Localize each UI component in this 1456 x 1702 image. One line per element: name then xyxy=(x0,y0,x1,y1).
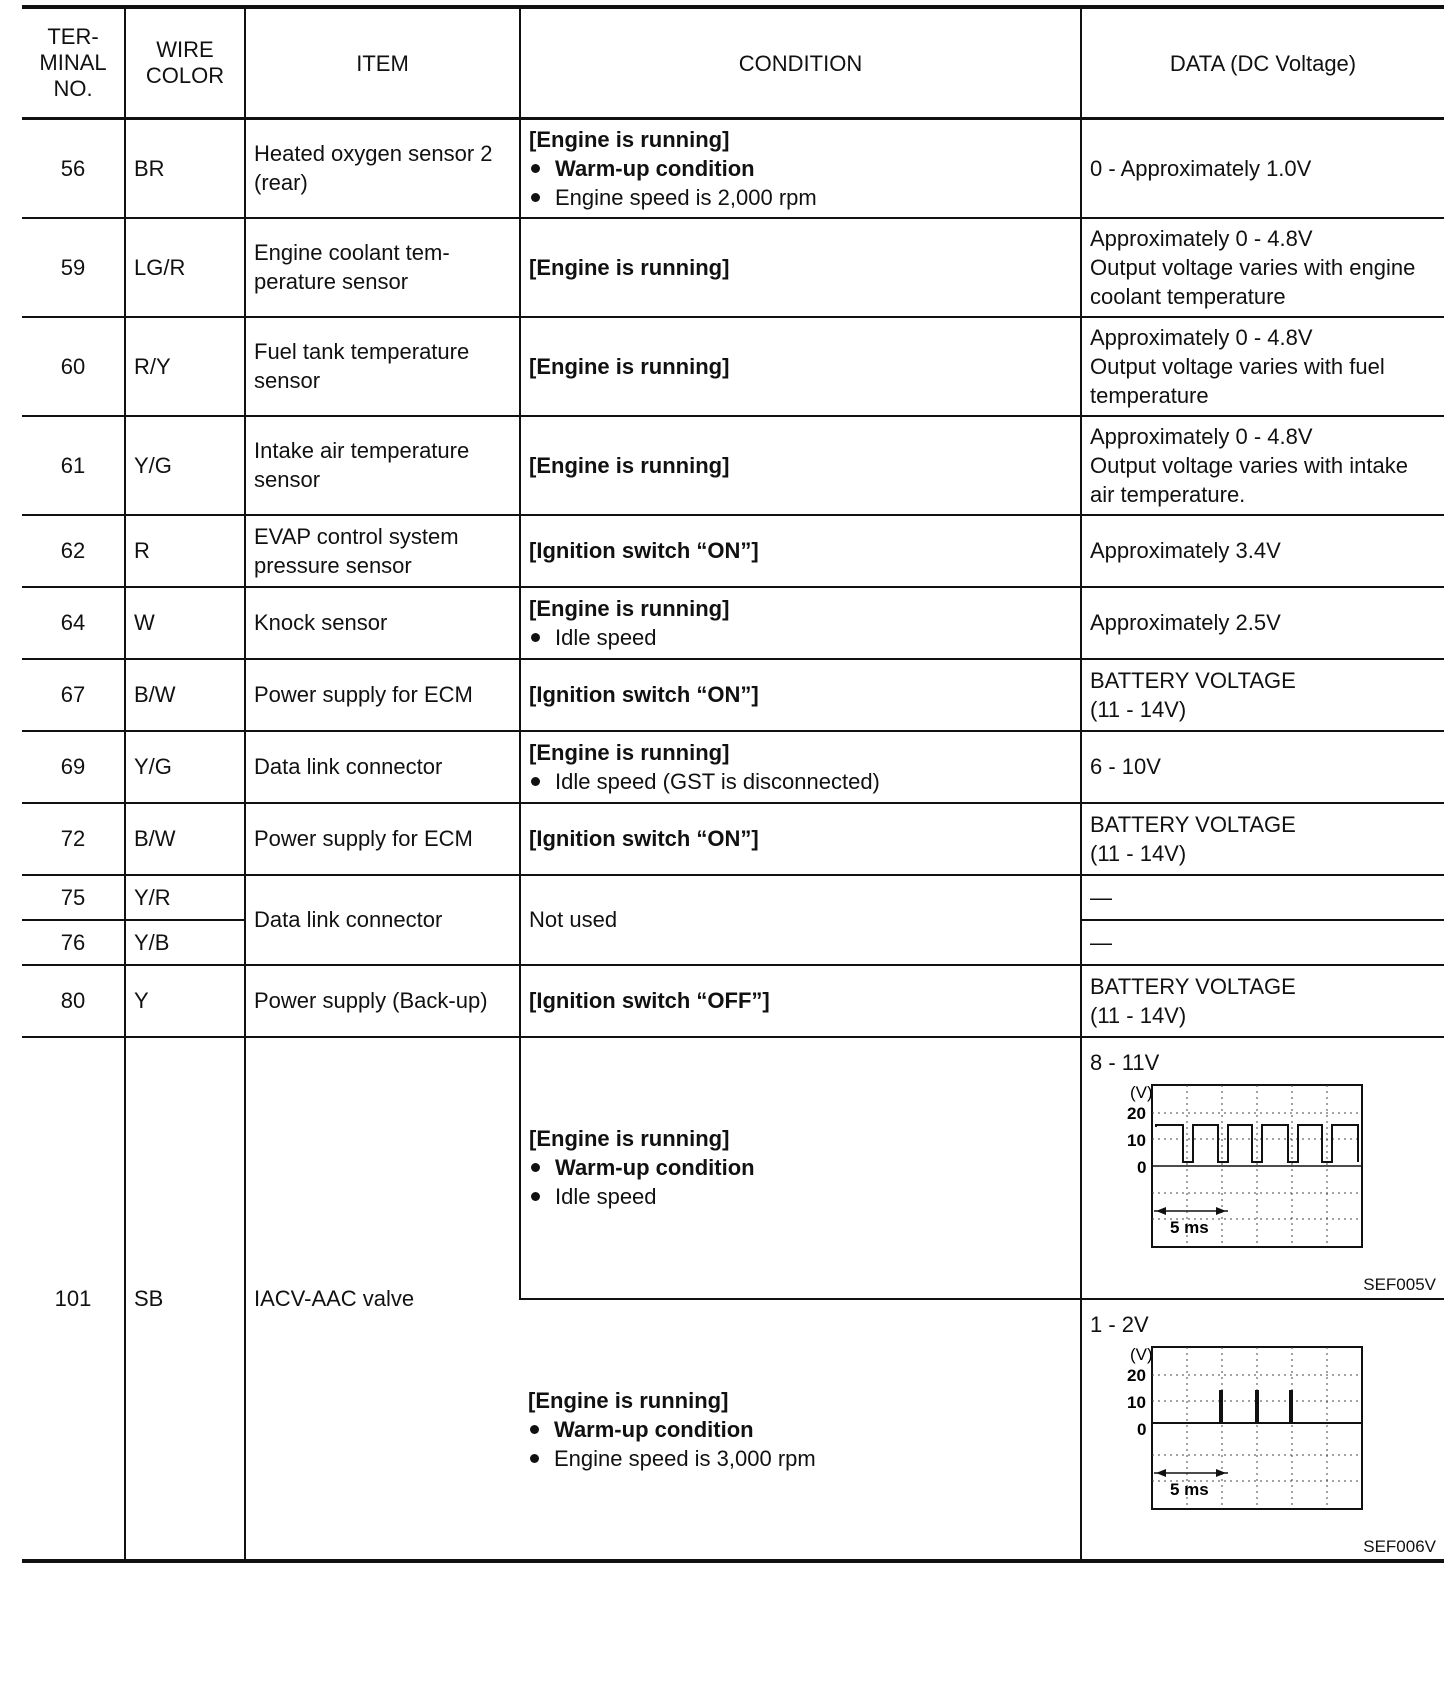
condition xyxy=(520,119,1081,218)
data-value: — xyxy=(1081,920,1444,965)
condition xyxy=(520,1299,1081,1561)
waveform-pulse-figure xyxy=(1090,1077,1420,1277)
wire-color: Y xyxy=(125,965,245,1037)
condition-bullet: Warm-up condition xyxy=(529,154,1072,183)
wire-color: R xyxy=(125,515,245,587)
terminal-no: 101 xyxy=(22,1037,125,1561)
waveform-y20: 20 xyxy=(1127,1365,1146,1385)
table-row xyxy=(22,218,1444,317)
terminal-no: 56 xyxy=(22,119,125,218)
item: EVAP control system pressure sensor xyxy=(245,515,520,587)
table-row xyxy=(22,416,1444,515)
terminal-no: 64 xyxy=(22,587,125,659)
wire-color: W xyxy=(125,587,245,659)
figure-code: SEF005V xyxy=(1363,1274,1436,1294)
figure-code: SEF006V xyxy=(1363,1536,1436,1556)
waveform-trace xyxy=(1156,1125,1358,1162)
waveform-trace xyxy=(1152,1391,1362,1423)
condition-bullet: Warm-up condition xyxy=(528,1415,1072,1444)
waveform-y10: 10 xyxy=(1127,1392,1146,1412)
waveform-y20: 20 xyxy=(1127,1103,1146,1123)
bullet-icon xyxy=(530,1425,539,1434)
data-waveform-cell xyxy=(1081,1299,1444,1561)
time-scale-label: 5 ms xyxy=(1170,1479,1209,1499)
item: IACV-AAC valve xyxy=(245,1037,520,1561)
data-waveform-cell xyxy=(1081,1037,1444,1299)
wire-color: Y/G xyxy=(125,416,245,515)
condition: [Engine is running] xyxy=(520,416,1081,515)
wire-color: B/W xyxy=(125,659,245,731)
table-row xyxy=(22,875,1444,920)
condition-bullet: Warm-up condition xyxy=(529,1153,1072,1182)
condition-head: [Engine is running] xyxy=(529,1126,730,1151)
terminal-no: 59 xyxy=(22,218,125,317)
item: Power supply for ECM xyxy=(245,803,520,875)
condition xyxy=(520,587,1081,659)
item: Intake air temperature sensor xyxy=(245,416,520,515)
table-row xyxy=(22,317,1444,416)
data-value: BATTERY VOLTAGE (11 - 14V) xyxy=(1081,803,1444,875)
wire-color: BR xyxy=(125,119,245,218)
bullet-icon xyxy=(531,633,540,642)
condition: [Engine is running] xyxy=(520,218,1081,317)
condition-bullet: Engine speed is 3,000 rpm xyxy=(528,1444,1072,1473)
item: Data link connector xyxy=(245,875,520,965)
waveform-unit: (V) xyxy=(1130,1344,1153,1364)
ecm-terminal-table xyxy=(22,5,1444,1563)
condition-head: [Engine is running] xyxy=(529,595,730,621)
condition-head: [Engine is running] xyxy=(529,739,730,765)
waveform-y10: 10 xyxy=(1127,1130,1146,1150)
item: Power supply (Back-up) xyxy=(245,965,520,1037)
wire-color: LG/R xyxy=(125,218,245,317)
terminal-no: 62 xyxy=(22,515,125,587)
data-value: BATTERY VOLTAGE (11 - 14V) xyxy=(1081,659,1444,731)
wire-color: Y/R xyxy=(125,875,245,920)
data-value: 0 - Approximately 1.0V xyxy=(1081,119,1444,218)
data-value: Approximately 3.4V xyxy=(1081,515,1444,587)
table-row xyxy=(22,587,1444,659)
waveform-y0: 0 xyxy=(1137,1419,1147,1439)
condition xyxy=(520,1037,1081,1299)
condition-bullet: Idle speed xyxy=(529,1182,1072,1211)
condition-head: [Engine is running] xyxy=(528,1387,729,1413)
bullet-icon xyxy=(531,777,540,786)
condition-bullet: Idle speed xyxy=(529,623,1072,652)
condition: [Ignition switch “ON”] xyxy=(520,803,1081,875)
table-row xyxy=(22,1037,1444,1299)
data-value: Approximately 2.5V xyxy=(1081,587,1444,659)
condition: Not used xyxy=(520,875,1081,965)
terminal-no: 72 xyxy=(22,803,125,875)
wire-color: Y/B xyxy=(125,920,245,965)
header-item: ITEM xyxy=(245,7,520,119)
table-row xyxy=(22,659,1444,731)
condition: [Ignition switch “ON”] xyxy=(520,659,1081,731)
time-scale-label: 5 ms xyxy=(1170,1217,1209,1237)
condition-head: [Engine is running] xyxy=(529,126,730,152)
wire-color: SB xyxy=(125,1037,245,1561)
bullet-icon xyxy=(531,1192,540,1201)
waveform-spike-figure xyxy=(1090,1339,1420,1539)
condition: [Engine is running] xyxy=(520,317,1081,416)
table-row xyxy=(22,803,1444,875)
bullet-icon xyxy=(530,1454,539,1463)
header-terminal: TER- MINAL NO. xyxy=(22,7,125,119)
header-condition: CONDITION xyxy=(520,7,1081,119)
item: Power supply for ECM xyxy=(245,659,520,731)
waveform-unit: (V) xyxy=(1130,1082,1153,1102)
data-value: Approximately 0 - 4.8V Output voltage varies with engine coolant temperature xyxy=(1081,218,1444,317)
condition: [Ignition switch “OFF”] xyxy=(520,965,1081,1037)
header-wire-color: WIRE COLOR xyxy=(125,7,245,119)
terminal-no: 69 xyxy=(22,731,125,803)
table-row xyxy=(22,515,1444,587)
item: Knock sensor xyxy=(245,587,520,659)
condition: [Ignition switch “ON”] xyxy=(520,515,1081,587)
data-value: 1 - 2V xyxy=(1090,1311,1149,1337)
wire-color: B/W xyxy=(125,803,245,875)
wire-color: R/Y xyxy=(125,317,245,416)
item: Heated oxygen sensor 2 (rear) xyxy=(245,119,520,218)
terminal-no: 76 xyxy=(22,920,125,965)
item: Data link connector xyxy=(245,731,520,803)
condition xyxy=(520,731,1081,803)
bullet-icon xyxy=(531,193,540,202)
item: Engine coolant tem-perature sensor xyxy=(245,218,520,317)
data-value: 6 - 10V xyxy=(1081,731,1444,803)
wire-color: Y/G xyxy=(125,731,245,803)
header-data: DATA (DC Voltage) xyxy=(1081,7,1444,119)
item: Fuel tank temperature sensor xyxy=(245,317,520,416)
terminal-no: 80 xyxy=(22,965,125,1037)
terminal-no: 67 xyxy=(22,659,125,731)
data-value: — xyxy=(1081,875,1444,920)
data-value: Approximately 0 - 4.8V Output voltage varies with fuel temperature xyxy=(1081,317,1444,416)
table-row xyxy=(22,119,1444,218)
condition-bullet: Engine speed is 2,000 rpm xyxy=(529,183,1072,212)
data-value: BATTERY VOLTAGE (11 - 14V) xyxy=(1081,965,1444,1037)
terminal-no: 75 xyxy=(22,875,125,920)
data-value: 8 - 11V xyxy=(1090,1049,1160,1075)
bullet-icon xyxy=(531,1163,540,1172)
bullet-icon xyxy=(531,164,540,173)
table-row xyxy=(22,965,1444,1037)
condition-bullet: Idle speed (GST is disconnected) xyxy=(529,767,1072,796)
table-row xyxy=(22,731,1444,803)
terminal-no: 61 xyxy=(22,416,125,515)
waveform-y0: 0 xyxy=(1137,1157,1147,1177)
terminal-no: 60 xyxy=(22,317,125,416)
data-value: Approximately 0 - 4.8V Output voltage varies with intake air temperature. xyxy=(1081,416,1444,515)
